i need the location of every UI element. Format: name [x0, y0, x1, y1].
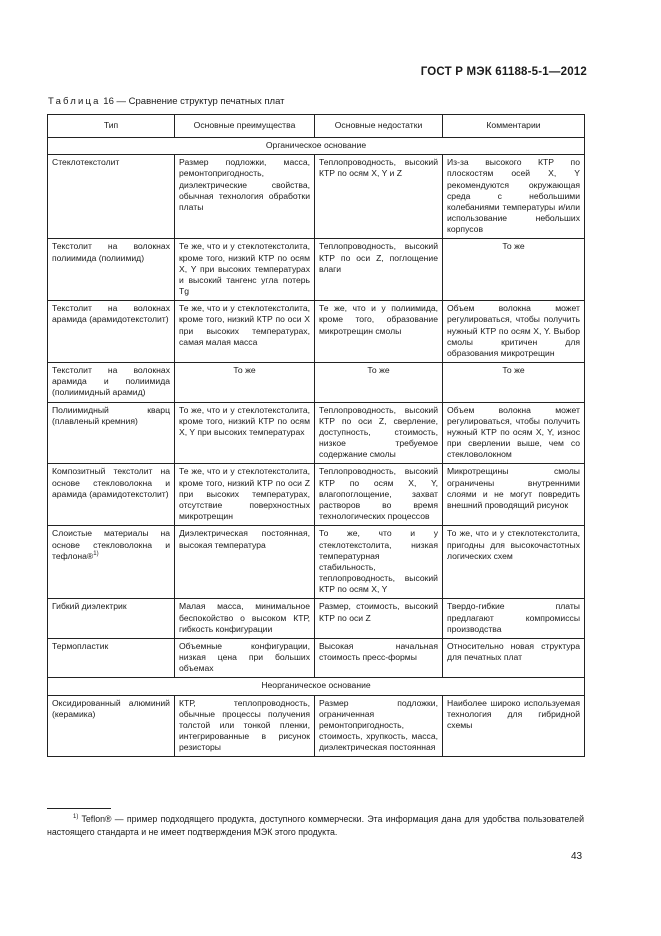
cell-comments	[443, 155, 585, 239]
cell-comments-text: Объем волокна может регулироваться, чтобы получить нужный КТР по осям X, Y, износ при сверлении выше, чем со стекловолокном	[447, 404, 580, 460]
cell-disadvantages	[315, 695, 443, 757]
section-title: Органическое основание	[48, 138, 585, 155]
cell-comments-text: Микротрещины смолы ограничены внутренними слоями и не могут повредить внешний проводящий рисунок	[447, 466, 580, 510]
cell-type-text: Полиимидный кварц (плавленый кремния)	[52, 404, 170, 426]
table-row	[48, 301, 585, 363]
table-caption-title: — Сравнение структур печатных плат	[116, 96, 285, 107]
cell-type	[48, 526, 175, 599]
table-row	[48, 526, 585, 599]
cell-comments	[443, 638, 585, 678]
cell-advantages-text: Те же, что и у стеклотекстолита, кроме того, низкий КТР по осям X, Y при высоких температурах и высокий тангенс угла потерь Tg	[179, 241, 310, 297]
table-body	[48, 138, 585, 757]
table-header-row	[48, 115, 585, 138]
cell-comments-text: То же, что и у стеклотекстолита, пригодны для высокочастотных логических схем	[447, 528, 580, 561]
table-caption-number: 16	[103, 96, 114, 107]
cell-type-text: Текстолит на волокнах полиимида (полиимид)	[52, 241, 170, 263]
cell-disadvantages-text: Размер, стоимость, высокий КТР по оси Z	[319, 601, 438, 623]
cell-advantages	[175, 402, 315, 464]
cell-type	[48, 638, 175, 678]
document-standard-header: ГОСТ Р МЭК 61188-5-1—2012	[420, 66, 587, 78]
cell-advantages	[175, 239, 315, 301]
cell-type	[48, 599, 175, 639]
table-row	[48, 464, 585, 526]
cell-advantages-text: Те же, что и у стеклотекстолита, кроме того, низкий КТР по оси Z при высоких температурах, отсутствие поверхностных микротрещин	[179, 466, 310, 522]
cell-comments	[443, 526, 585, 599]
cell-disadvantages-text: То же, что и у стеклотекстолита, низкая температурная стабильность, теплопроводность, высокий КТР по осям X, Y	[319, 528, 438, 595]
cell-advantages	[175, 363, 315, 403]
cell-type-text: Слоистые материалы на основе стекловолокна и тефлона®	[52, 528, 170, 561]
section-title: Неорганическое основание	[48, 678, 585, 695]
cell-type	[48, 301, 175, 363]
cell-disadvantages-text: Теплопроводность, высокий КТР по оси Z, сверление, доступность, стоимость, низкое требуемое содержание смолы	[319, 404, 438, 460]
cell-advantages-text: Объемные конфигурации, низкая цена при больших объемах	[179, 640, 310, 674]
cell-disadvantages	[315, 599, 443, 639]
column-header-disadvantages: Основные недостатки	[315, 115, 443, 138]
cell-type-text: Гибкий диэлектрик	[52, 601, 127, 612]
cell-comments-text: То же	[502, 365, 525, 376]
cell-type	[48, 239, 175, 301]
cell-advantages-text: Диэлектрическая постоянная, высокая температура	[179, 528, 310, 550]
table-caption	[48, 96, 285, 107]
cell-advantages-text: КТР, теплопроводность, обычные процессы получения толстой или тонкой пленки, интегрированные в рисунок резисторы	[179, 697, 310, 753]
cell-advantages	[175, 695, 315, 757]
table-row	[48, 239, 585, 301]
cell-comments-text: Относительно новая структура для печатных плат	[447, 640, 580, 663]
cell-disadvantages	[315, 155, 443, 239]
footnote-divider	[47, 808, 111, 809]
cell-disadvantages	[315, 638, 443, 678]
cell-comments-text: То же	[502, 241, 525, 252]
cell-advantages	[175, 526, 315, 599]
cell-disadvantages-text: Теплопроводность, высокий КТР по оси Z, поглощение влаги	[319, 241, 438, 274]
table-row	[48, 155, 585, 239]
table-row	[48, 363, 585, 403]
cell-type-text: Текстолит на волокнах арамида и полиимида (полиимидный арамид)	[52, 365, 170, 398]
cell-comments-text: Из-за высокого КТР по плоскостям осей X, Y рекомендуются окружающая среда с небольшими колебаниями температуры и/или использование небольших корпусов	[447, 157, 580, 235]
cell-advantages-text: То же, что и у стеклотекстолита, кроме того, низкий КТР по осям X, Y при высоких температурах	[179, 404, 310, 437]
cell-type-text: Текстолит на волокнах арамида (арамидотекстолит)	[52, 303, 170, 325]
cell-comments	[443, 599, 585, 639]
section-row	[48, 678, 585, 695]
cell-type	[48, 695, 175, 757]
cell-comments	[443, 402, 585, 464]
table-row	[48, 402, 585, 464]
cell-type	[48, 402, 175, 464]
cell-comments-text: Наиболее широко используемая технология для гибридной схемы	[447, 697, 580, 730]
cell-advantages	[175, 464, 315, 526]
cell-type-text: Оксидированный алюминий (керамика)	[52, 697, 170, 719]
cell-disadvantages	[315, 464, 443, 526]
cell-comments-text: Твердо-гибкие платы предлагают компромиссы производства	[447, 601, 580, 634]
cell-disadvantages	[315, 526, 443, 599]
cell-type	[48, 155, 175, 239]
cell-disadvantages-text: Размер подложки, ограниченная ремонтопригодность, стоимость, хрупкость, масса, диэлектрическая постоянная	[319, 697, 438, 753]
cell-disadvantages-text: То же	[367, 365, 390, 376]
cell-disadvantages-text: Высокая начальная стоимость пресс-формы	[319, 640, 438, 663]
cell-comments	[443, 239, 585, 301]
cell-comments-text: Объем волокна может регулироваться, чтобы получить нужный КТР по осям X, Y. Выбор смолы критичен для образования микротрещин	[447, 303, 580, 358]
cell-comments	[443, 301, 585, 363]
table-row	[48, 638, 585, 678]
cell-comments	[443, 464, 585, 526]
cell-type	[48, 464, 175, 526]
table-row	[48, 695, 585, 757]
cell-advantages	[175, 301, 315, 363]
cell-advantages	[175, 638, 315, 678]
cell-advantages-text: То же	[233, 365, 256, 376]
cell-disadvantages-text: Теплопроводность, высокий КТР по осям X, Y, влагопоглощение, захват растворов во время технологических процессов	[319, 466, 438, 522]
cell-type	[48, 363, 175, 403]
footnote	[47, 813, 584, 839]
cell-type-text: Стеклотекстолит	[52, 157, 120, 168]
cell-disadvantages-text: Теплопроводность, высокий КТР по осям X, Y и Z	[319, 157, 438, 179]
footnote-reference: 1)	[93, 550, 99, 557]
table-caption-label: Таблица	[48, 96, 101, 107]
column-header-comments: Комментарии	[443, 115, 585, 138]
footnote-text: Teflon® — пример подходящего продукта, доступного коммерчески. Эта информация дана для удобства пользователей настоящего стандарта и не имеет подтверждения МЭК этого продукта.	[47, 814, 584, 837]
cell-disadvantages	[315, 363, 443, 403]
cell-disadvantages	[315, 402, 443, 464]
cell-advantages-text: Малая масса, минимальное беспокойство о высоком КТР, гибкость конфигурации	[179, 601, 310, 634]
cell-type-text: Композитный текстолит на основе стекловолокна и арамида (арамидотекстолит)	[52, 466, 170, 499]
comparison-table	[47, 114, 585, 757]
cell-disadvantages	[315, 239, 443, 301]
column-header-advantages: Основные преимущества	[175, 115, 315, 138]
cell-type-text: Термопластик	[52, 640, 109, 651]
cell-advantages-text: Размер подложки, масса, ремонтопригодность, диэлектрические свойства, обычная технология обработки платы	[179, 157, 310, 212]
cell-advantages	[175, 155, 315, 239]
cell-disadvantages	[315, 301, 443, 363]
footnote-marker: 1)	[73, 814, 79, 821]
cell-comments	[443, 695, 585, 757]
column-header-type: Тип	[48, 115, 175, 138]
section-row	[48, 138, 585, 155]
table-row	[48, 599, 585, 639]
cell-advantages-text: Те же, что и у стеклотекстолита, кроме того, низкий КТР по оси X при высоких температурах, самая малая масса	[179, 303, 310, 347]
cell-disadvantages-text: Те же, что и у полиимида, кроме того, образование микротрещин смолы	[319, 303, 438, 336]
cell-comments	[443, 363, 585, 403]
page-number: 43	[571, 851, 583, 862]
cell-advantages	[175, 599, 315, 639]
